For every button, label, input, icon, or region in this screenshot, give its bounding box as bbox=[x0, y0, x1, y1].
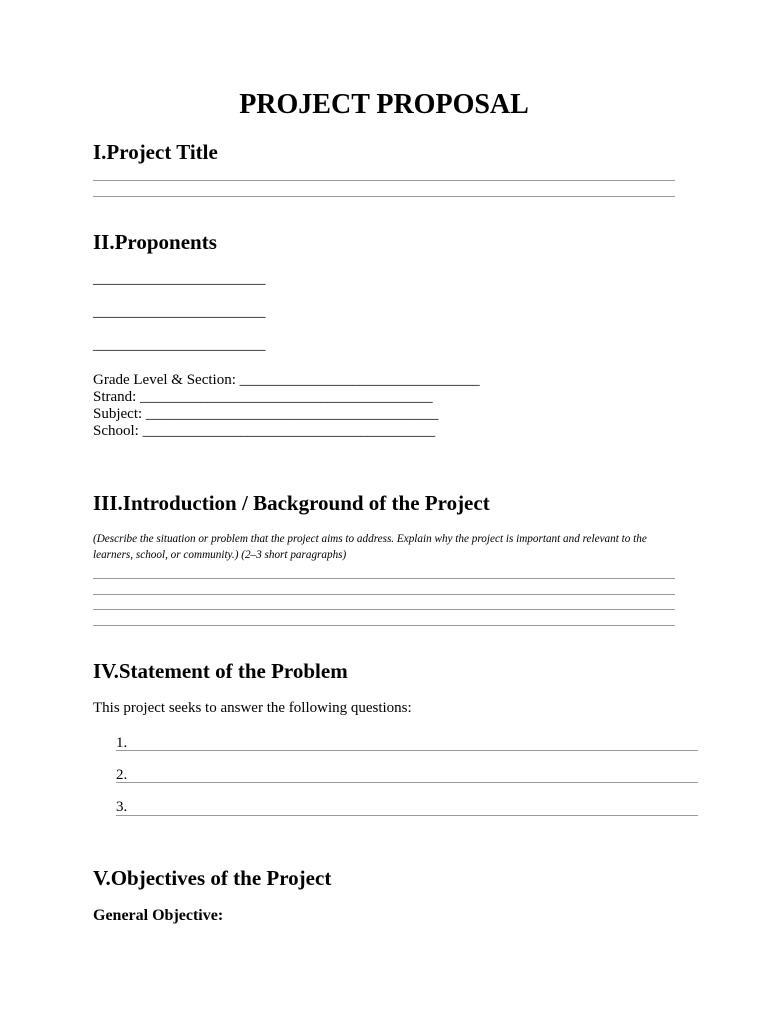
general-objective-subheading: General Objective: bbox=[93, 907, 224, 924]
introduction-line-2[interactable] bbox=[93, 594, 675, 595]
section-objectives-heading: V.Objectives of the Project bbox=[93, 866, 332, 890]
introduction-line-1[interactable] bbox=[93, 578, 675, 579]
school-field[interactable] bbox=[93, 423, 435, 440]
question-line-3[interactable] bbox=[116, 815, 698, 816]
question-number-3: 3. bbox=[116, 799, 128, 815]
proponent-blank-2[interactable]: _______________________ bbox=[93, 304, 266, 320]
statement-intro-text: This project seeks to answer the following questions: bbox=[93, 700, 412, 716]
grade-level-section-field[interactable] bbox=[93, 372, 480, 389]
introduction-instructions-line-2: learners, school, or community.) (2–3 short paragraphs) bbox=[93, 549, 347, 561]
school-label: School: bbox=[93, 423, 139, 439]
project-title-line-2[interactable] bbox=[93, 196, 675, 197]
proponent-blank-1[interactable]: _______________________ bbox=[93, 271, 266, 287]
question-line-2[interactable] bbox=[116, 782, 698, 783]
question-number-1: 1. bbox=[116, 735, 128, 751]
introduction-instructions bbox=[93, 531, 683, 563]
introduction-instructions-line-1: (Describe the situation or problem that the project aims to address. Explain why the project is important and relevant to the bbox=[93, 533, 647, 545]
section-proponents-heading: II.Proponents bbox=[93, 230, 217, 254]
section-statement-of-problem-heading: IV.Statement of the Problem bbox=[93, 659, 348, 683]
strand-label: Strand: bbox=[93, 389, 137, 405]
document-title: PROJECT PROPOSAL bbox=[239, 89, 529, 120]
subject-blank[interactable]: _______________________________________ bbox=[145, 406, 439, 422]
question-line-1[interactable] bbox=[116, 750, 698, 751]
introduction-line-3[interactable] bbox=[93, 609, 675, 610]
project-title-line-1[interactable] bbox=[93, 180, 675, 181]
section-project-title-heading: I.Project Title bbox=[93, 140, 218, 164]
school-blank[interactable]: _______________________________________ bbox=[142, 423, 436, 439]
strand-field[interactable] bbox=[93, 389, 433, 406]
grade-level-section-label: Grade Level & Section: bbox=[93, 372, 236, 388]
introduction-line-4[interactable] bbox=[93, 625, 675, 626]
subject-label: Subject: bbox=[93, 406, 143, 422]
grade-level-section-blank[interactable]: ________________________________ bbox=[239, 372, 480, 388]
question-number-2: 2. bbox=[116, 767, 128, 783]
strand-blank[interactable]: _______________________________________ bbox=[140, 389, 433, 405]
section-introduction-heading: III.Introduction / Background of the Project bbox=[93, 491, 490, 515]
proponent-blank-3[interactable]: _______________________ bbox=[93, 337, 266, 353]
subject-field[interactable] bbox=[93, 406, 438, 423]
